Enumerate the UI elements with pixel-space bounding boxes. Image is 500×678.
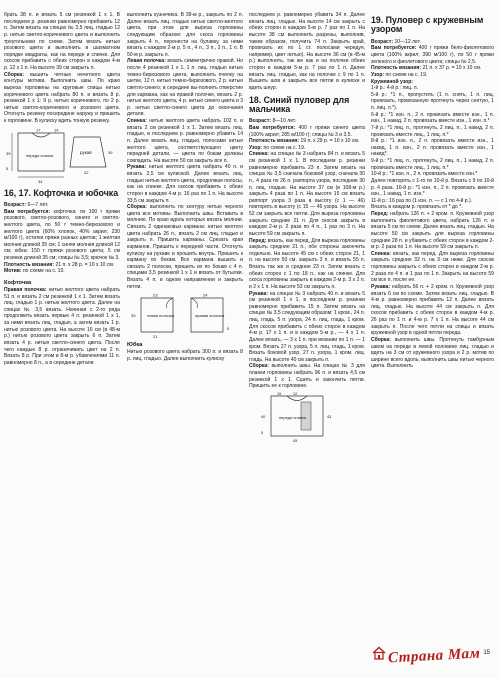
text-paragraph: брать 38 п. и вязать 5 см резинкой 1 х 1. В последнем р. резинки равномерно прибавить 12 п. Затем вязать на спицах № 3,5 лиц. гладью 12 р. нитью светло-коричневого цвета и выполнить треугольники по схеме. Затем вязать нитью розового цвета и выполнить в шахматном порядке квадраты, как на переде и спинке. Для скосов прибавить с обеих сторон в каждом 4-м р. 12 х 1 п. На высоте 39 см закрыть п. xyxy=(4,12,120,71)
text: на спицах № 3 набрать 40 п. и вязать 5 см резинкой 1 х 1, в последнем р. резинки равномерно прибавить 15 п. Затем вязать на спицах № 3,5 следующим образом: 1 кром., 24 п. лиц. гладь, 5 п. узора, 24 п. лиц. гладь, 1 кром. Для скосов прибавить с обеих сторон в каждом 4-м р. 17 х 1 п. и в каждом 5-м р., — 4 х 1 п. Далее вязать, — 3 х 1 п. при вязании по 1 п. — 1 кром. Вязать 27 п. узора, 5 п. лиц. гладь, 1 кром. Вязать боковой узор, 27 п. узора, 1 кром. лиц. гладь. На высоте 40 см закрыть п. xyxy=(249,290,366,363)
dimension-label: 21 xyxy=(153,334,158,340)
text: 19 п. х 29 р. = 10 х 10 см. xyxy=(300,138,360,145)
label: Возраст: xyxy=(4,202,27,209)
text: вышить четные нечетного цвета контуры мотива. Выполнить швы. По краю выреза горловины на круговые спицы нитью коричневого цвета набрать 80 п. и вязать 8 р. резинкой 1 х 1: 9 р. нитью коричневого, по 2 р. нитью светло-коричневого и розового цвета. Отогнуть резинку посередине наружу и пришить к горловине. В кулиску вдеть тонкую резинку. xyxy=(4,71,120,124)
lace-row: 9-й р.: *1 лиц. п., протянуть, 2 лиц. п., 1 накид, 2 п. провязать вместе лиц., 1 лиц. п.* xyxy=(371,158,494,171)
text: по схеме на с. 10. xyxy=(22,268,65,275)
text: нитью желтого цвета набрать 51 п. и вязать 2 см резинкой 1 х 1. Затем вязать лиц. гладью 1 р. нитью желтого цвета. Далее на спицах № 3,5 вязать. Начиная с 2-го ряда продолжить вязать первые 4 п. резинкой 1 х 1, за ними вязать лиц. гладью, а затем вязать 1 р. нитью розового цвета. На высоте 16 см (в 48-м р.) нитью розового цвета закрыть 6 п. Затем вязать 4 р. нитью светло-синего цвета. После чего каждые 8 р. ограничивать цвет на 2 п. Вязать 8 р. При этом в 8-м р. убавлениями 11 п. равномерно 8 п., а в середине детали xyxy=(4,286,120,366)
label: Плотность вязания: xyxy=(4,261,55,268)
lace-row: Далее повторять с 1-го по 10-й р. Вязать с 9 по 10-й р. 4 раза. 10-й р.: *1 изн. п., 2 п. провязать вместе изн., 1 накид, 1 п. изн.* xyxy=(371,177,494,198)
label: Сборка: xyxy=(371,336,391,343)
label: Возраст: xyxy=(371,38,394,45)
text: 400 г пряжи бело-фиолетового цвета (100% акрил; 390 м/100 г), по 50 г пряжи зеленого и фиолетового цвета; спицы № 2,5. xyxy=(371,45,494,65)
label: Плотность вязания: xyxy=(371,65,422,72)
label: Мотив: xyxy=(4,268,22,275)
dimension-label: 45 xyxy=(293,438,298,443)
schematic-label-front-back: переди спинка xyxy=(26,152,54,158)
text: вязать симметрично правой. Но после 4 резинкой 1 х 1, 1 п. лиц. гладью нитью темно-бирюзового цвета, выполнить пчелку на шетке, 12 п. нитью темно-бирюзового, 2 р. нитью светло-синего; в середине вы-полнить отверстие для кармана, как на правой полочке, вязать 2 р. нитью желтого цвета, 4 р. нитью синего цвета и 3 р. нитью светло-синего цвета до окончания детали. xyxy=(127,58,243,118)
text: 21 п. х 28 р. = 10 х 10 см. xyxy=(55,261,115,268)
column-3 xyxy=(249,12,365,446)
text-paragraph xyxy=(249,151,365,237)
label: Рукава: xyxy=(127,164,147,171)
text-paragraph xyxy=(4,202,120,209)
text: 400 г пряжи синего цвета (100% акрил; 285 м/100 г); спицы № 3 и 3,5. xyxy=(249,124,365,138)
text-paragraph: выполнить кузнечика. В 39-м р., закрыть по 2 п. Далее вязать лиц. гладью нитью светло-желтого цвета, при этом для выреза горловины следующим образом: для скоса горловины закрыть 4 п., перенести на булавку, за ними вязать с каждом 2-м р. 5 п., 4 п., 3 п., 2 п., 1 п. В 50-м р. закрыть п. xyxy=(127,12,243,58)
brand-watermark: Страна Мам xyxy=(387,645,481,667)
text: нитью желтого цвета набрать 102 п. и вязать 2 см резинкой 1 х 1. Затем вязать лиц. гладью, в последнем р. равномерно убавить 14 п. Далее вязать лиц. гладью, полосами нитью желтого цвета, соответствующего цвету передней детали, — цвета по бокам должны совпадать. На высоте 50 см закрыть все п. xyxy=(127,118,243,164)
subsection-title: Юбка xyxy=(127,342,143,349)
dimension-label: 43 xyxy=(327,414,332,419)
text-paragraph xyxy=(249,291,365,364)
label: Перед: xyxy=(249,237,267,244)
dimension-label: 40 xyxy=(261,414,266,419)
label: Спинка: xyxy=(127,118,147,124)
dimension-label: 17 xyxy=(36,127,41,133)
dimension-label: 22 xyxy=(84,169,89,175)
schematic-label-right: правая полочка xyxy=(195,313,225,319)
lace-row: 8-й р.: *1 изн. п., 2 п. провязать вместе изн., 1 накид, 1 п. изн., 2 п. провязать вместе изн., 1 накид*. xyxy=(371,138,494,158)
text: 6—7 лет. xyxy=(27,202,49,209)
pattern-schematic-cardigan xyxy=(127,292,243,340)
text: кофточка: по 100 г пряжи розового, светло-розового, синего и светло-желтого цвета, по 50 г темно-бирюзового и желтого цвета (60% хлопок, 40% акрил; 230 м/100 г), остатки пряжи разных цветов; 1 желтая молния длиной 35 см; 1 синяя молния длиной 12 см; юбка: 150 г пряжи розового цвета; 5 см резинки длиной 35 см; спицы № 3,5; крючок № 3. xyxy=(4,208,121,262)
text-paragraph xyxy=(371,337,494,370)
text: вязать, как перед, Для выреза горловины закрыть средние 21 п., обе стороны закончить отдельно. На высоте 45 см с обеих сторон 21, 1 п. на высоте 50 см. закрыть 3 п. и вязать 55 п. Вязать так же и средние 23 п. Затем вязать с обеих сторон с 1 по 18 п., как на спинке. Для скоса горловины закрыть в каждом 2-м р. 3 х 2 п. и 2 х 1 п. На высоте 53 см закрыть п. xyxy=(249,237,365,290)
label: Спинка: xyxy=(371,250,391,257)
text-paragraph xyxy=(371,72,494,79)
dimension-label: 34 xyxy=(38,178,43,184)
lace-row: 10-й р.: *1 изн. п., 2 п. провязать вместе изн.* xyxy=(371,171,478,178)
label: Перед: xyxy=(371,211,389,218)
label: Вам потребуется: xyxy=(249,124,296,131)
text: на спицах № 3 набрать 84 п. и вязать 5 см резинкой 1 х 1. В последнем р. резинки равномерно прибавить 23 п. Затем вязать на спицах № 3,5 сначала боковой узор, сначала 30 п., 4 раза по 26 п. раппорта узора, последние 30 п. лиц. гладью. На высоте 37 см (в 108-м р.) закрыть 4 раза по 1 п. На высоте 15 см вязать раппорт узора 3 раза в высоту (с 1 — 46) повторить в высоту (с 15 — 46 узора. На высоте 52 см закрыть все петли. Для выреза горловины закрыть средние 21 п. Для скосов закрыть в каждом 2-м р. 2 раза по 4 п., 1 раз по 3 п. На высоте 59 см закрыть п. xyxy=(249,151,365,237)
dimension-label: 14 xyxy=(54,127,59,133)
dimension-label: 12 xyxy=(293,391,298,396)
text-paragraph xyxy=(371,251,494,284)
text: 21 п. х 37 р. = 10 х 10 см. xyxy=(422,65,482,72)
dimension-label: 23 xyxy=(153,292,158,298)
label: Возраст: xyxy=(249,118,272,125)
text-paragraph xyxy=(249,118,365,125)
label: Плотность вязания: xyxy=(249,138,300,145)
column-4 xyxy=(371,12,494,370)
lace-row: 6-й р.: *1 изн. п., 2 п. провязать вместе изн., 1 п. изн., 1 накид, 2 п. провязать вместе изн., 1 изн. п.* xyxy=(371,111,494,125)
schematic-label-sleeve: рукав xyxy=(80,149,92,155)
text: выполнить швы. На спицах № 3 для планки горловины набрать 96 п. и вязать 4,5 см резинкой 1 х 1. Сшить и закончить петли. Пришить ее к горловине. xyxy=(249,363,365,390)
text: набрать 126 п. + 2 кром. п. Кружевной узор выполнить фиолетового цвета, набрать 126 п. и вязать 5 см по схеме. Далее вязать лиц. гладью. На высоте 50 см закрыть для выреза горловины средние 28 п. и убавить с обеих сторон в каждом 2-м р. 2 раза по 1 п. На высоте 59 см закрыть п. xyxy=(371,211,495,251)
label: Вам потребуется: xyxy=(4,208,51,215)
text-paragraph xyxy=(249,138,365,145)
label: Правая полочка: xyxy=(4,286,47,293)
text: выполнить швы. Протянуть тамбурным швом на переде в левой половине лиц. гладью и вдеть на 3 см от кружевного узора и 2 р. мотив по ширине всего вдоль; выполнить швы нитью черного цвета. Выполнить xyxy=(371,336,494,370)
label: Кружевной узор: xyxy=(371,78,413,85)
text-paragraph xyxy=(127,204,243,290)
label: Рукава: xyxy=(249,290,269,297)
label: Сборка: xyxy=(4,71,24,78)
text: 10—12 лет. xyxy=(394,38,421,45)
lace-row: 7-й р.: *1 лиц. п., протянуть, 2 лиц. п., 1 накид, 2 п. провязать вместе лиц., 1 лиц. п.* xyxy=(371,124,494,138)
dimension-label: 39 xyxy=(6,150,11,156)
label: Сборка: xyxy=(249,363,269,370)
label: Спинка: xyxy=(249,151,269,158)
dimension-label: 24 xyxy=(203,292,208,298)
text-paragraph: Нитью розового цвета набрать 300 п. и вязать 8 р. лиц. гладью. Далее выполнить кулиску xyxy=(127,349,243,362)
column-1 xyxy=(4,12,120,366)
text: выполнить по контуру нитью черного цвета все мотивы. Выполнить швы. Вставить в молнию. По краю вдоль которых вязать молнии. Связать 2 одинаковых кармана: нитью желтого цвета набрать 26 п., вязать 2 см лиц. гладью и закрыть п. Пришить карманы. Срезать края карманов. Пришить к передней части. Отогнуть кулиску на рукаве и прошить внутрь. Пришить к карману по бокам. Все кармана вышить и связать 2 полоски, пришить их по бокам с 4 п. спицами 3,5 резинкой 1 х 1 и вязать от бутылки. Вязать 4 п. в одном направлении и закрыть петли. xyxy=(127,204,243,290)
page-number: 15 xyxy=(483,650,490,656)
label: Левая полочка: xyxy=(127,58,166,65)
text-paragraph xyxy=(127,164,243,204)
label: Рукава: xyxy=(371,283,391,290)
text-paragraph xyxy=(371,65,494,72)
text-paragraph xyxy=(249,363,365,390)
schematic-label-left: левая полочка xyxy=(147,313,175,319)
text-paragraph xyxy=(371,45,494,65)
dimension-label: 5 xyxy=(261,430,264,435)
text: 8—10 лет. xyxy=(272,118,297,125)
text: по схеме на с. 19. xyxy=(263,144,306,151)
text-paragraph xyxy=(4,72,120,125)
subsection-title: Кофточка xyxy=(4,279,32,286)
text-paragraph xyxy=(249,145,365,152)
text-paragraph xyxy=(4,262,120,269)
section-title: 16, 17. Кофточка и юбочка xyxy=(4,187,119,198)
label: Сборка: xyxy=(127,204,147,211)
column-2 xyxy=(127,12,243,363)
text-paragraph xyxy=(127,58,243,118)
text: вязать, как перед. Для выреза горловины закрыть средние 32 п. на 3 см ниже. Для скосов горловины закрыть с обеих сторон в каждом 2-м р. 2 раза по 4 п. и 1 раз по 1 п. Закрыть на высоте 59 см все п. после ее. xyxy=(371,250,494,284)
dimension-label: 39 xyxy=(131,313,136,319)
text: нитью желтого цвета набрать 40 п. и вязать 2,5 см кулиской. Далее вязать лиц. гладью нитью желтого цвета, продолжая полосы, как на спинке. Для скосов прибавить с обеих сторон в каждом 4-м р. 16 раз по 1 п. На высоте 33,5 см закрыть п. xyxy=(127,164,243,204)
text: по схеме на с. 19. xyxy=(385,71,428,78)
section-title: 18. Синий пуловер для мальчика xyxy=(249,94,350,114)
section-title: 19. Пуловер с кружевным узором xyxy=(371,15,484,35)
text-paragraph xyxy=(4,287,120,367)
lace-row: Вязать в каждом р. провязать от * до *. xyxy=(371,204,463,211)
schematic-label-front-back: переди спинка xyxy=(279,414,307,420)
text-paragraph xyxy=(249,238,365,291)
pattern-schematic-pullover xyxy=(249,392,365,444)
dimension-label: 15 xyxy=(277,391,282,396)
label: Узор: xyxy=(249,144,263,151)
text-paragraph xyxy=(371,211,494,251)
pattern-schematic-sweater xyxy=(4,127,120,185)
lace-row: 1-й р.: 4-й р.: лиц. п. xyxy=(371,85,419,92)
text-paragraph xyxy=(4,268,120,275)
dimension-label: 39 xyxy=(108,149,113,155)
label: Узор: xyxy=(371,71,385,78)
label: Вам потребуется: xyxy=(371,45,417,52)
text: набрать 56 п. + 2 кром. п. Кружевной узор вязать 6 см по схеме. Затем вязать лиц. гладью. В 4-м р. равномерно прибавить 12 п. Далее вязать лиц. гладью. На высоте 44 см закрыть п. Для скосов прибавить с обеих сторон в каждом 4-м р. 26 раз по 1 п. и 4-м р. 7 х 1 п. На высоте 44 см закрыть п. После чего петли на спицы и вязать кружевной узор в одной петли переда. xyxy=(371,283,495,337)
text-paragraph xyxy=(249,125,365,138)
lace-row: 5-й р.: *1 п., пропустить (1 п. снять, 1 п. лиц. провязать, провязанную протянуть через снятую, 1 п. лиц. п.*). xyxy=(371,91,494,112)
dimension-label: 5 xyxy=(227,326,230,332)
text-paragraph xyxy=(127,118,243,164)
house-logo-icon xyxy=(372,646,386,660)
text-paragraph xyxy=(4,209,120,262)
lace-row: 11-й р.: 16 раз по (1 изн. п. — с 1 по 4-й р.). xyxy=(371,197,473,204)
dimension-label: 5 xyxy=(6,165,9,171)
text-paragraph: последнем р. равномерно убавить 34 п. Далее вязать лиц. гладью. На высоте 14 см закрыть с обеих сторон в каждом 5-м р. 7 раз по 1 п. На высоте 38 см выполнить разрезы, выполнив, таким образом, получить 74 п. Закрыть край, провязать их по 1 ст. полосами чередуя, например, цвет нитью). На высоте 36 см (в 45-м р.) выполнить, так же как и на полочке обеих сторон в каждом 5-м р. 7 раз по 1 п. Далее вязать лиц. гладью, как на полочке с 9 по 1 п. Вышить шов и закрыть все петли в кулиске и вдеть шнур. xyxy=(249,12,365,91)
text-paragraph xyxy=(371,284,494,337)
